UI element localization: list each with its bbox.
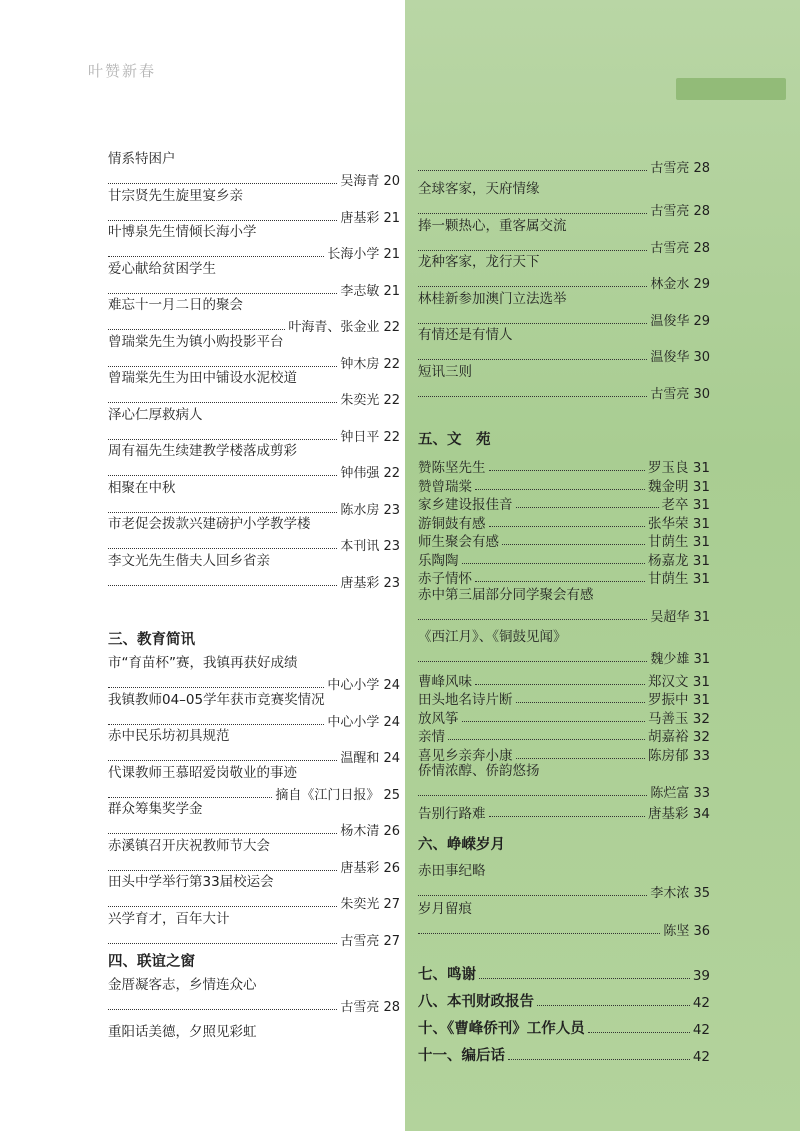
entry-author-page: 本刊讯 23 — [340, 539, 400, 554]
entry-author-page: 陈水房 23 — [340, 502, 400, 518]
leader-dots — [108, 833, 337, 834]
entry-inline — [418, 688, 710, 708]
leader-dots — [108, 585, 337, 586]
entry-author-page: 罗振中 31 — [648, 692, 710, 708]
entry-title: 游铜鼓有感 — [418, 515, 486, 532]
entry-title: 亲情 — [418, 729, 445, 745]
entry-title: 龙种客家，龙行天下 — [418, 254, 540, 270]
leader-dots — [108, 183, 337, 184]
section-heading: 五、文 苑 — [418, 432, 491, 448]
leader-dots — [108, 797, 272, 798]
entry-inline — [418, 707, 710, 727]
leader-dots — [489, 526, 646, 527]
entry-author-page: 吴海青 20 — [340, 174, 400, 189]
entry-leader — [108, 931, 400, 949]
entry-leader — [108, 997, 400, 1015]
entry-inline — [418, 456, 710, 476]
entry-author-page: 魏金明 31 — [648, 478, 710, 495]
section-heading: 七、鸣谢 — [418, 967, 476, 983]
section-heading: 六、峥嵘岁月 — [418, 837, 505, 853]
entry-title: 赤田事纪略 — [418, 863, 486, 879]
entry-title: 岁月留痕 — [418, 901, 472, 917]
entry-inline — [418, 512, 710, 532]
entry-author-page: 长海小学 21 — [327, 247, 400, 262]
entry-author-page: 唐基彩 21 — [340, 210, 400, 226]
leader-dots — [475, 489, 645, 490]
leader-dots — [108, 724, 324, 725]
entry-author-page: 朱奕光 22 — [340, 393, 400, 408]
leader-dots — [489, 470, 646, 471]
tail-section — [418, 1044, 710, 1065]
entry-title: 我镇教师04–05学年获市竞赛奖情况 — [108, 691, 325, 708]
entry-author-page: 唐基彩 34 — [648, 806, 710, 822]
entry-title: 难忘十一月二日的聚会 — [108, 297, 243, 313]
leader-dots — [475, 684, 645, 685]
entry-inline — [418, 670, 710, 690]
leader-dots — [108, 1009, 337, 1010]
entry-inline — [418, 744, 710, 764]
entry-title: 叶博泉先生情倾长海小学 — [108, 224, 257, 240]
leader-dots — [108, 366, 337, 367]
leader-dots — [108, 943, 337, 944]
entry-title: 家乡建设报佳音 — [418, 497, 513, 513]
section-page: 39 — [692, 968, 710, 984]
leader-dots — [489, 816, 646, 817]
entry-author-page: 古雪亮 28 — [340, 1000, 400, 1015]
entry-title: 赤子情怀 — [418, 571, 472, 587]
entry-author-page: 吴超华 31 — [650, 609, 710, 625]
entry-author-page: 胡嘉裕 32 — [648, 729, 710, 745]
entry-author-page: 甘荫生 31 — [648, 534, 710, 550]
leader-dots — [516, 758, 646, 759]
leader-dots — [108, 512, 337, 513]
entry-title: 告别行路难 — [418, 806, 486, 822]
entry-author-page: 陈坚 36 — [663, 924, 710, 939]
entry-inline — [418, 530, 710, 550]
entry-author-page: 马善玉 32 — [648, 710, 710, 727]
entry-author-page: 钟木房 22 — [340, 356, 400, 372]
leader-dots — [508, 1059, 690, 1060]
entry-author-page: 叶海青、张金业 22 — [288, 320, 400, 335]
leader-dots — [418, 619, 647, 620]
entry-leader — [418, 649, 710, 667]
entry-title: 情系特困户 — [108, 151, 176, 167]
leader-dots — [108, 329, 285, 330]
leader-dots — [418, 895, 647, 896]
entry-leader — [418, 921, 710, 939]
section-heading: 三、教育简讯 — [108, 632, 195, 648]
entry-leader — [418, 883, 710, 901]
entry-title: 金厝凝客志，乡情连众心 — [108, 977, 257, 993]
entry-leader — [108, 573, 400, 591]
leader-dots — [108, 220, 337, 221]
leader-dots — [418, 359, 647, 360]
entry-title: 爱心献给贫困学生 — [108, 260, 216, 277]
entry-title: 田头地名诗片断 — [418, 692, 513, 708]
entry-title: 兴学育才，百年大计 — [108, 910, 230, 927]
entry-author-page: 古雪亮 28 — [650, 204, 710, 219]
section-heading: 八、本刊财政报告 — [418, 994, 534, 1010]
entry-inline — [418, 493, 710, 513]
entry-author-page: 温醒和 24 — [340, 751, 400, 766]
entry-author-page: 摘自《江门日报》 25 — [275, 787, 400, 803]
entry-title: 甘宗贤先生旋里宴乡亲 — [108, 187, 243, 204]
section-page: 42 — [692, 995, 710, 1011]
entry-title: 市老促会拨款兴建磅护小学教学楼 — [108, 516, 311, 532]
leader-dots — [108, 760, 337, 761]
entry-title: 田头中学举行第33届校运会 — [108, 874, 274, 890]
entry-leader — [418, 384, 710, 402]
tail-section — [418, 1017, 710, 1038]
entry-title: 有情还是有情人 — [418, 327, 513, 343]
leader-dots — [418, 933, 660, 934]
entry-author-page: 古雪亮 28 — [650, 161, 710, 176]
leader-dots — [108, 870, 337, 871]
leader-dots — [516, 507, 659, 508]
entry-author-page: 温俊华 29 — [650, 313, 710, 329]
leader-dots — [418, 795, 647, 796]
entry-title: 曾瑞棠先生为镇小购投影平台 — [108, 333, 284, 350]
section-heading: 十一、编后话 — [418, 1048, 505, 1064]
leader-dots — [108, 548, 337, 549]
entry-title: 捧一颗热心，重客属交流 — [418, 217, 567, 234]
leader-dots — [448, 739, 645, 740]
entry-author-page: 温俊华 30 — [650, 350, 710, 365]
entry-title: 赤中民乐坊初具规范 — [108, 728, 230, 744]
leader-dots — [108, 687, 324, 688]
entry-author-page: 李志敏 21 — [340, 283, 400, 299]
entry-inline — [418, 549, 710, 569]
leader-dots — [108, 293, 337, 294]
running-header: 叶赞新春 — [88, 62, 157, 80]
entry-author-page: 唐基彩 23 — [340, 575, 400, 591]
entry-author-page: 古雪亮 28 — [650, 240, 710, 256]
tail-section — [418, 963, 710, 984]
entry-title: 代课教师王慕昭爱岗敬业的事迹 — [108, 764, 297, 781]
entry-author-page: 中心小学 24 — [327, 714, 400, 730]
entry-author-page: 杨木清 26 — [340, 824, 400, 839]
entry-author-page: 魏少雄 31 — [650, 651, 710, 667]
entry-title: 赞曾瑞棠 — [418, 478, 472, 495]
entry-title: 李文光先生偕夫人回乡省亲 — [108, 552, 270, 569]
entry-title: 曾瑞棠先生为田中铺设水泥校道 — [108, 370, 297, 386]
entry-title: 群众筹集奖学金 — [108, 801, 203, 817]
entry-author-page: 罗玉良 31 — [648, 460, 710, 476]
entry-title: 相聚在中秋 — [108, 479, 176, 496]
leader-dots — [516, 702, 646, 703]
leader-dots — [108, 475, 337, 476]
entry-author-page: 甘荫生 31 — [648, 571, 710, 587]
entry-inline — [418, 802, 710, 822]
leader-dots — [418, 661, 647, 662]
entry-title: 师生聚会有感 — [418, 534, 499, 550]
entry-title: 侨情浓醇、侨韵悠扬 — [418, 763, 540, 779]
entry-title: 赞陈坚先生 — [418, 460, 486, 476]
leader-dots — [108, 439, 337, 440]
leader-dots — [475, 581, 645, 582]
leader-dots — [108, 906, 337, 907]
entry-inline — [418, 567, 710, 587]
entry-title: 全球客家，天府情缘 — [418, 181, 540, 197]
entry-author-page: 古雪亮 30 — [650, 386, 710, 402]
entry-leader — [418, 607, 710, 625]
entry-title: 赤中第三届部分同学聚会有感 — [418, 586, 594, 603]
leader-dots — [418, 213, 647, 214]
entry-title: 泽心仁厚救病人 — [108, 406, 203, 423]
leader-dots — [418, 396, 647, 397]
entry-title: 周有福先生续建教学楼落成剪彩 — [108, 443, 297, 459]
entry-title: 市“育苗杯”赛，我镇再获好成绩 — [108, 655, 298, 671]
entry-author-page: 杨嘉龙 31 — [648, 552, 710, 569]
section-heading: 四、联谊之窗 — [108, 954, 195, 970]
entry-author-page: 陈房郁 33 — [648, 747, 710, 764]
entry-leader — [418, 783, 710, 801]
leader-dots — [462, 721, 646, 722]
section-heading: 十、《曹峰侨刊》工作人员 — [418, 1021, 585, 1037]
entry-author-page: 张华荣 31 — [648, 515, 710, 532]
entry-leader — [418, 158, 710, 176]
leader-dots — [462, 563, 646, 564]
entry-author-page: 唐基彩 26 — [340, 860, 400, 876]
entry-inline — [418, 475, 710, 495]
entry-author-page: 林金水 29 — [650, 277, 710, 292]
entry-author-page: 朱奕光 27 — [340, 897, 400, 912]
leader-dots — [502, 544, 645, 545]
entry-author-page: 陈烂富 33 — [650, 786, 710, 801]
leader-dots — [418, 250, 647, 251]
leader-dots — [418, 170, 647, 171]
entry-title: 曹峰风味 — [418, 673, 472, 690]
leader-dots — [537, 1005, 690, 1006]
leader-dots — [108, 256, 324, 257]
entry-title: 《西江月》、《铜鼓见闻》 — [418, 628, 567, 645]
entry-author-page: 钟日平 22 — [340, 429, 400, 445]
leader-dots — [479, 978, 690, 979]
entry-inline — [418, 725, 710, 745]
section-page: 42 — [692, 1022, 710, 1038]
entry-author-page: 中心小学 24 — [327, 678, 400, 693]
entry-title: 喜见乡亲奔小康 — [418, 747, 513, 764]
entry-title: 放风筝 — [418, 710, 459, 727]
leader-dots — [418, 286, 647, 287]
entry-author-page: 钟伟强 22 — [340, 466, 400, 481]
entry-title: 重阳话美德，夕照见彩虹 — [108, 1024, 257, 1040]
entry-author-page: 古雪亮 27 — [340, 933, 400, 949]
entry-title: 赤溪镇召开庆祝教师节大会 — [108, 837, 270, 854]
leader-dots — [418, 323, 647, 324]
leader-dots — [588, 1032, 690, 1033]
entry-title: 乐陶陶 — [418, 552, 459, 569]
entry-title: 短讯三则 — [418, 363, 472, 380]
leader-dots — [108, 402, 337, 403]
header-tag — [676, 78, 786, 100]
entry-author-page: 李木浓 35 — [650, 886, 710, 901]
tail-section — [418, 990, 710, 1011]
entry-title: 林桂新参加澳门立法选举 — [418, 290, 567, 307]
section-page: 42 — [692, 1049, 710, 1065]
entry-author-page: 老卒 31 — [661, 497, 710, 513]
entry-author-page: 郑汉文 31 — [648, 673, 710, 690]
